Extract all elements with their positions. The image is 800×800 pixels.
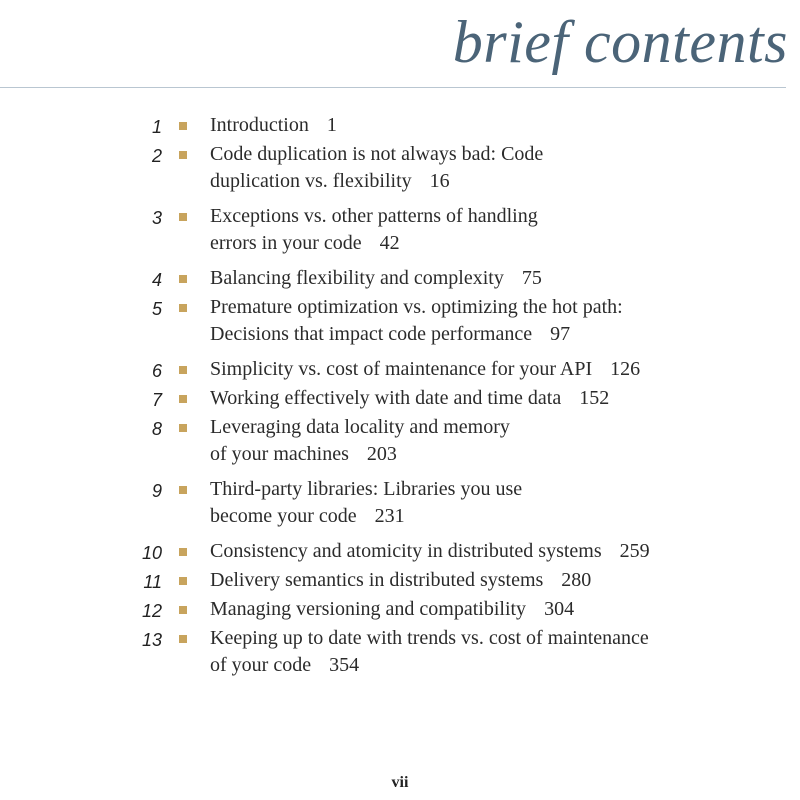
chapter-title-line: become your code [210,505,357,527]
page-number: 259 [619,540,650,562]
page-number: 126 [610,358,641,380]
square-bullet-icon [179,304,187,312]
chapter-title [210,625,790,679]
chapter-title-line: duplication vs. flexibility [210,170,412,192]
chapter-title-line: Introduction [210,114,309,136]
square-bullet-icon [179,486,187,494]
chapter-title-line: Premature optimization vs. optimizing the hot path: [210,296,623,318]
chapter-title [210,112,790,139]
square-bullet-icon [179,395,187,403]
chapter-number: 1 [151,117,162,137]
square-bullet-icon [179,548,187,556]
chapter-title-line: Decisions that impact code performance [210,323,533,345]
chapter-title [210,596,790,623]
chapter-title [210,538,790,565]
page-number: 16 [429,170,450,192]
toc-entry [0,112,800,141]
chapter-title [210,141,790,195]
square-bullet-icon [179,577,187,585]
toc-entry [0,625,800,687]
toc-entry [0,538,800,567]
chapter-number: 12 [141,601,162,621]
square-bullet-icon [179,606,187,614]
square-bullet-icon [179,151,187,159]
chapter-title [210,203,790,257]
toc-entry [0,203,800,265]
page-number: 203 [366,443,397,465]
chapter-title-line: Exceptions vs. other patterns of handling [210,205,538,227]
page-number: 280 [561,569,592,591]
chapter-title-line: Simplicity vs. cost of maintenance for your API [210,358,593,380]
toc-entry [0,385,800,414]
page-number: 152 [579,387,610,409]
chapter-number: 2 [151,146,162,166]
chapter-title-line: Managing versioning and compatibility [210,598,527,620]
square-bullet-icon [179,424,187,432]
chapter-title-line: Code duplication is not always bad: Code [210,143,544,165]
toc-entry [0,356,800,385]
page-number: 304 [544,598,575,620]
chapter-title [210,294,790,348]
page-number: 97 [550,323,571,345]
title-rule [0,87,786,88]
chapter-title [210,476,790,530]
square-bullet-icon [179,122,187,130]
page-number: 1 [326,114,337,136]
chapter-title-line: Third-party libraries: Libraries you use [210,478,523,500]
chapter-title-line: Balancing flexibility and complexity [210,267,504,289]
chapter-title-line: Working effectively with date and time data [210,387,562,409]
chapter-number: 13 [141,630,162,650]
square-bullet-icon [179,275,187,283]
chapter-title [210,356,790,383]
toc-entry [0,596,800,625]
page-number: 75 [521,267,542,289]
chapter-title-line: of your machines [210,443,349,465]
chapter-title [210,265,790,292]
toc-entry [0,265,800,294]
square-bullet-icon [179,635,187,643]
folio-page-number: vii [391,774,409,791]
chapter-title [210,567,790,594]
square-bullet-icon [179,366,187,374]
chapter-number: 7 [151,390,162,410]
chapter-title-line: Consistency and atomicity in distributed systems [210,540,602,562]
chapter-title-line: Keeping up to date with trends vs. cost of maintenance [210,627,649,649]
table-of-contents [0,112,800,687]
page-number: 231 [374,505,405,527]
chapter-title-line: errors in your code [210,232,362,254]
chapter-number: 4 [151,270,162,290]
chapter-title-line: of your code [210,654,312,676]
chapter-number: 9 [151,481,162,501]
chapter-number: 3 [151,208,162,228]
page-title: brief contents [452,9,788,75]
chapter-number: 11 [143,572,162,592]
chapter-number: 6 [151,361,162,381]
chapter-title-line: Leveraging data locality and memory [210,416,510,438]
chapter-number: 8 [151,419,162,439]
toc-entry [0,476,800,538]
chapter-number: 5 [151,299,162,319]
toc-entry [0,294,800,356]
toc-entry [0,567,800,596]
chapter-title [210,414,790,468]
square-bullet-icon [179,213,187,221]
page-number: 42 [379,232,400,254]
page-number: 354 [329,654,360,676]
toc-entry [0,141,800,203]
chapter-title-line: Delivery semantics in distributed systems [210,569,544,591]
toc-entry [0,414,800,476]
chapter-number: 10 [141,543,162,563]
chapter-title [210,385,790,412]
